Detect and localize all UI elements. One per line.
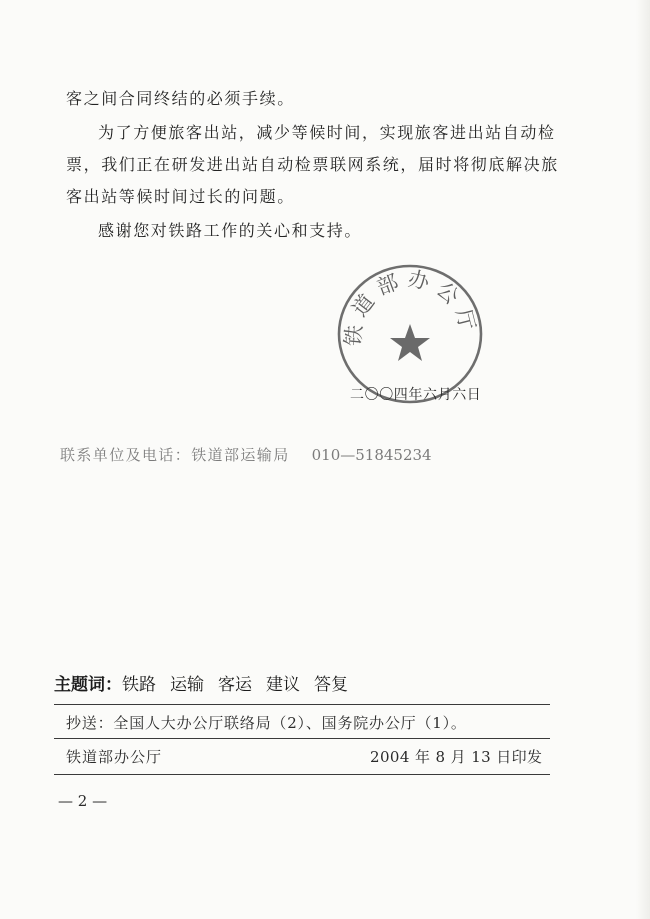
keyword: 答复: [314, 675, 348, 695]
body-line-4: 客出站等候时间过长的问题。: [66, 187, 295, 206]
subject-keywords: [54, 670, 348, 695]
keyword: 客运: [218, 675, 252, 695]
scan-edge-shadow: [636, 0, 650, 919]
seal-text: 铁道部办公厅: [341, 266, 482, 348]
divider-top: [54, 704, 550, 705]
divider-middle: [54, 738, 550, 739]
body-line-2: 为了方便旅客出站，减少等候时间，实现旅客进出站自动检: [98, 123, 556, 142]
divider-bottom: [54, 774, 550, 775]
subject-label: 主题词：: [54, 675, 122, 695]
contact-label: 联系单位及电话：铁道部运输局: [60, 446, 290, 464]
body-line-3: 票，我们正在研发进出站自动检票联网系统，届时将彻底解决旅: [66, 155, 559, 174]
keyword: 铁路: [122, 675, 156, 695]
letter-date: 二〇〇四年六月六日: [350, 387, 482, 403]
print-date: 2004 年 8 月 13 日印发: [370, 748, 543, 766]
seal-star-icon: [390, 324, 430, 361]
body-line-5: 感谢您对铁路工作的关心和支持。: [98, 221, 363, 240]
cc-list: 抄送：全国人大办公厅联络局（2）、国务院办公厅（1）。: [66, 714, 467, 732]
body-line-1: 客之间合同终结的必须手续。: [66, 89, 295, 108]
keyword: 建议: [266, 675, 300, 695]
issuer-office: 铁道部办公厅: [66, 748, 163, 766]
contact-phone: 010—51845234: [311, 446, 432, 464]
page-number: — 2 —: [58, 792, 108, 810]
keyword: 运输: [170, 675, 204, 695]
contact-info: [60, 444, 432, 465]
